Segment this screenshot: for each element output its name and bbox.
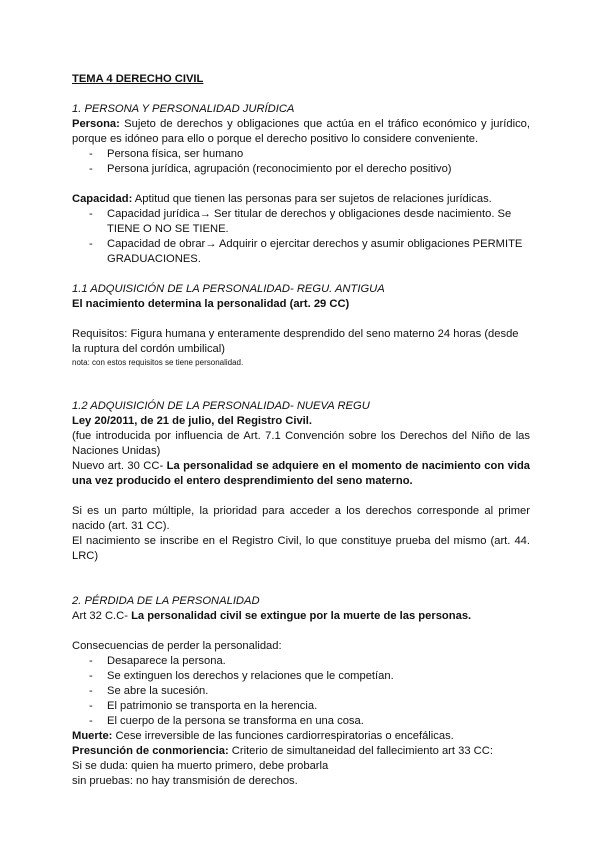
nota-text: nota: con estos requisitos se tiene personalidad.: [72, 358, 244, 367]
list-item: - Se abre la sucesión.: [89, 684, 530, 699]
section-1-1-heading: 1.1 ADQUISICIÓN DE LA PERSONALIDAD- REGU. ANTIGUA: [72, 283, 385, 295]
muerte-definition: [72, 729, 530, 744]
page-title: TEMA 4 DERECHO CIVIL: [72, 73, 204, 85]
capacidad-list: [72, 207, 530, 267]
persona-list: [72, 147, 530, 177]
list-item: - Persona física, ser humano: [89, 147, 530, 162]
persona-definition: [72, 117, 530, 147]
list-item: - Capacidad de obrar→ Adquirir o ejercitar derechos y asumir obligaciones PERMITE GRADUACIONES.: [89, 237, 530, 267]
section-1-2-heading: 1.2 ADQUISICIÓN DE LA PERSONALIDAD- NUEVA REGU: [72, 400, 370, 412]
registro-text: El nacimiento se inscribe en el Registro Civil, lo que constituye prueba del mismo (art. 44. LRC): [72, 535, 530, 562]
ley-line: Ley 20/2011, de 21 de julio, del Registro Civil.: [72, 415, 313, 427]
art32-prefix: Art 32 C.C-: [72, 610, 132, 622]
requisitos-text: Requisitos: Figura humana y enteramente desprendido del seno materno 24 horas (desde la ruptura del cordón umbilical): [72, 328, 519, 355]
persona-label: Persona:: [72, 118, 120, 130]
capacidad-text: Aptitud que tienen las personas para ser sujetos de relaciones jurídicas.: [132, 193, 492, 205]
nacimiento-line: El nacimiento determina la personalidad (art. 29 CC): [72, 298, 350, 310]
section-2-heading: 2. PÉRDIDA DE LA PERSONALIDAD: [72, 595, 260, 607]
duda-text: Si se duda: quien ha muerto primero, debe probarla: [72, 760, 329, 772]
list-item: - Persona jurídica, agrupación (reconocimiento por el derecho positivo): [89, 162, 530, 177]
muerte-text: Cese irreversible de las funciones cardiorrespiratorias o encefálicas.: [112, 730, 454, 742]
parto-text: Si es un parto múltiple, la prioridad para acceder a los derechos corresponde al primer nacido (art. 31 CC).: [72, 505, 530, 532]
art32-bold: La personalidad civil se extingue por la muerte de las personas.: [131, 610, 472, 622]
consecuencias-text: Consecuencias de perder la personalidad:: [72, 640, 282, 652]
sin-pruebas-text: sin pruebas: no hay transmisión de derechos.: [72, 775, 298, 787]
consecuencias-list: [72, 654, 530, 729]
capacidad-label: Capacidad:: [72, 193, 133, 205]
presuncion-text: Criterio de simultaneidad del fallecimiento art 33 CC:: [228, 745, 493, 757]
presuncion-definition: [72, 744, 530, 759]
list-item: - Capacidad jurídica→ Ser titular de derechos y obligaciones desde nacimiento. Se TIENE O NO SE TIENE.: [89, 207, 530, 237]
art32-text: [72, 609, 530, 624]
art30-prefix: Nuevo art. 30 CC-: [72, 460, 167, 472]
section-1-heading: 1. PERSONA Y PERSONALIDAD JURÍDICA: [72, 103, 295, 115]
list-item: - El patrimonio se transporta en la herencia.: [89, 699, 530, 714]
presuncion-label: Presunción de conmoriencia:: [72, 745, 229, 757]
intro-text: (fue introducida por influencia de Art. 7.1 Convención sobre los Derechos del Niño de las Naciones Unidas): [72, 430, 530, 457]
persona-text: Sujeto de derechos y obligaciones que actúa en el tráfico económico y jurídico, porque es idóneo para ello o porque el derecho positivo lo considere conveniente.: [72, 118, 530, 145]
art30-text: [72, 459, 530, 489]
muerte-label: Muerte:: [72, 730, 113, 742]
list-item: - El cuerpo de la persona se transforma en una cosa.: [89, 714, 530, 729]
list-item: - Desaparece la persona.: [89, 654, 530, 669]
capacidad-definition: [72, 192, 530, 207]
list-item: - Se extinguen los derechos y relaciones que le competían.: [89, 669, 530, 684]
art30-bold: La personalidad se adquiere en el momento de nacimiento con vida una vez producido el entero desprendimiento del seno materno.: [72, 460, 531, 487]
